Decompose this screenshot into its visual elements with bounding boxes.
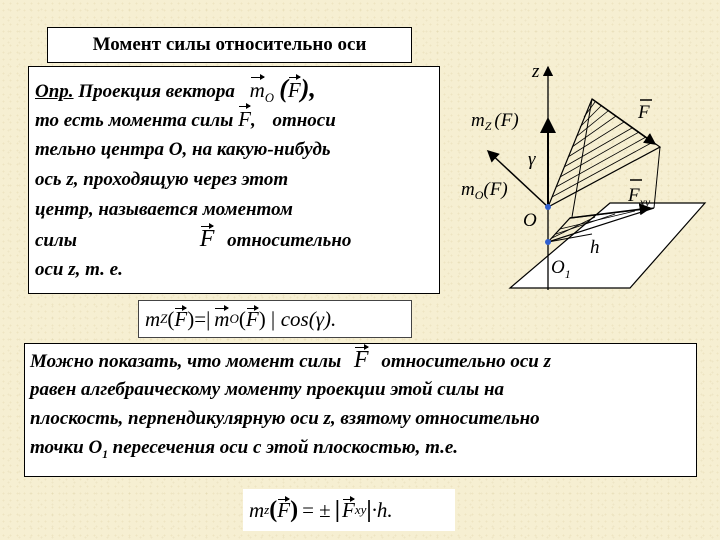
slide-title <box>47 27 412 63</box>
mo-vector-formula: $m_O$ (F), <box>249 74 316 106</box>
theorem-line-1: Можно показать, что момент силы F относительно оси z <box>30 347 552 373</box>
force-symbol: F <box>238 105 251 134</box>
theorem-line-4: точки $O_1$ пересечения оси с этой плоскостью, т.е. <box>30 437 459 461</box>
o1-label: $O_1$ <box>551 257 571 281</box>
point-o1 <box>545 239 551 245</box>
point-o <box>545 204 551 210</box>
plane <box>510 203 705 288</box>
projection-moment-formula: m z ( F ) = ± | F xy | ·h. <box>243 489 455 531</box>
f-label: F <box>638 102 650 123</box>
drop-line-2 <box>654 147 660 208</box>
definition-line-2: то есть момента силы F, относи <box>35 105 336 135</box>
h-label: h <box>590 237 600 258</box>
definition-line-7: оси z, т. е. <box>35 259 123 280</box>
z-label: z <box>532 61 540 82</box>
theorem-box <box>24 343 697 477</box>
definition-line-1-text: Проекция вектора <box>73 81 235 102</box>
force-symbol: F <box>353 347 369 373</box>
definition-box <box>28 66 440 294</box>
slide-title-text: Момент силы относительно оси <box>92 34 367 55</box>
moment-diagram <box>440 55 710 290</box>
drop-line-1 <box>572 99 592 217</box>
theorem-line-2: равен алгебраическому моменту проекции этой силы на <box>30 379 505 400</box>
definition-line-6: силы F относительно <box>35 226 352 252</box>
theorem-line-3: плоскость, перпендикулярную оси z, взятому относительно <box>30 408 540 429</box>
o-label: O <box>523 210 537 231</box>
mo-label: $m_O(F)$ <box>461 179 508 202</box>
mz-label: $m_Z$ (F) <box>471 110 519 133</box>
definition-line-4: ось z, проходящую через этот <box>35 169 289 190</box>
moment-axis-formula: m Z ( F ) =| m O ( F ) | cos(γ). <box>138 300 412 338</box>
definition-prefix: Опр. <box>35 81 74 102</box>
definition-line-5: центр, называется моментом <box>35 199 293 220</box>
gamma-label: γ <box>528 149 536 170</box>
force-symbol: F <box>199 226 215 252</box>
fxy-label: $F_{xy}$ <box>628 185 651 209</box>
definition-line-3: тельно центра O, на какую-нибудь <box>35 139 331 160</box>
